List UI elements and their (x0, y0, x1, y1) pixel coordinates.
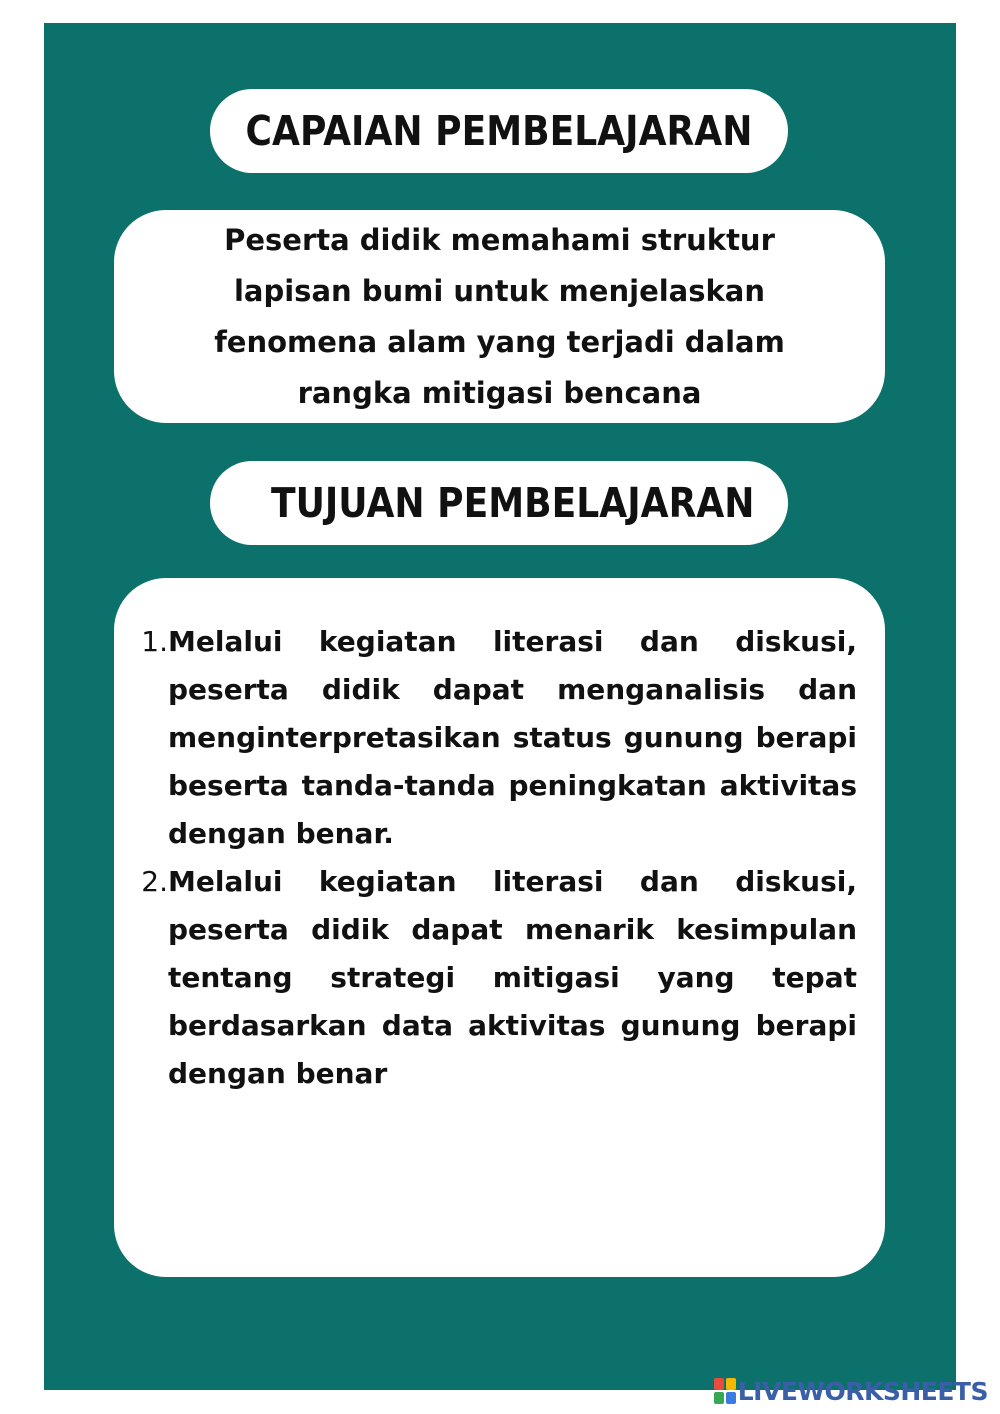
liveworksheets-logo-icon (714, 1378, 736, 1404)
capaian-heading-box (210, 89, 788, 173)
list-item-number: 2. (141, 865, 168, 898)
list-item-number: 1. (141, 625, 168, 658)
tujuan-heading: TUJUAN PEMBELAJARAN (271, 479, 755, 527)
tujuan-card (114, 578, 885, 1277)
list-item-text: Melalui kegiatan literasi dan diskusi, peserta didik dapat menganalisis dan menginterpretasikan status gunung berapi beserta tanda-tanda peningkatan aktivitas dengan benar. (168, 625, 857, 850)
watermark-text: LIVEWORKSHEETS (737, 1376, 988, 1406)
list-item-text: Melalui kegiatan literasi dan diskusi, peserta didik dapat menarik kesimpulan tentang strategi mitigasi yang tepat berdasarkan data aktivitas gunung berapi dengan benar (168, 865, 857, 1090)
tujuan-list (128, 618, 857, 1098)
watermark (714, 1375, 988, 1407)
list-item (128, 618, 857, 858)
background-panel (44, 23, 956, 1390)
list-item (128, 858, 857, 1098)
capaian-heading: CAPAIAN PEMBELAJARAN (245, 107, 753, 155)
tujuan-heading-box (210, 461, 788, 545)
capaian-card (114, 210, 885, 423)
capaian-text: Peserta didik memahami struktur lapisan bumi untuk menjelaskan fenomena alam yang terjadi dalam rangka mitigasi bencana (214, 222, 785, 410)
